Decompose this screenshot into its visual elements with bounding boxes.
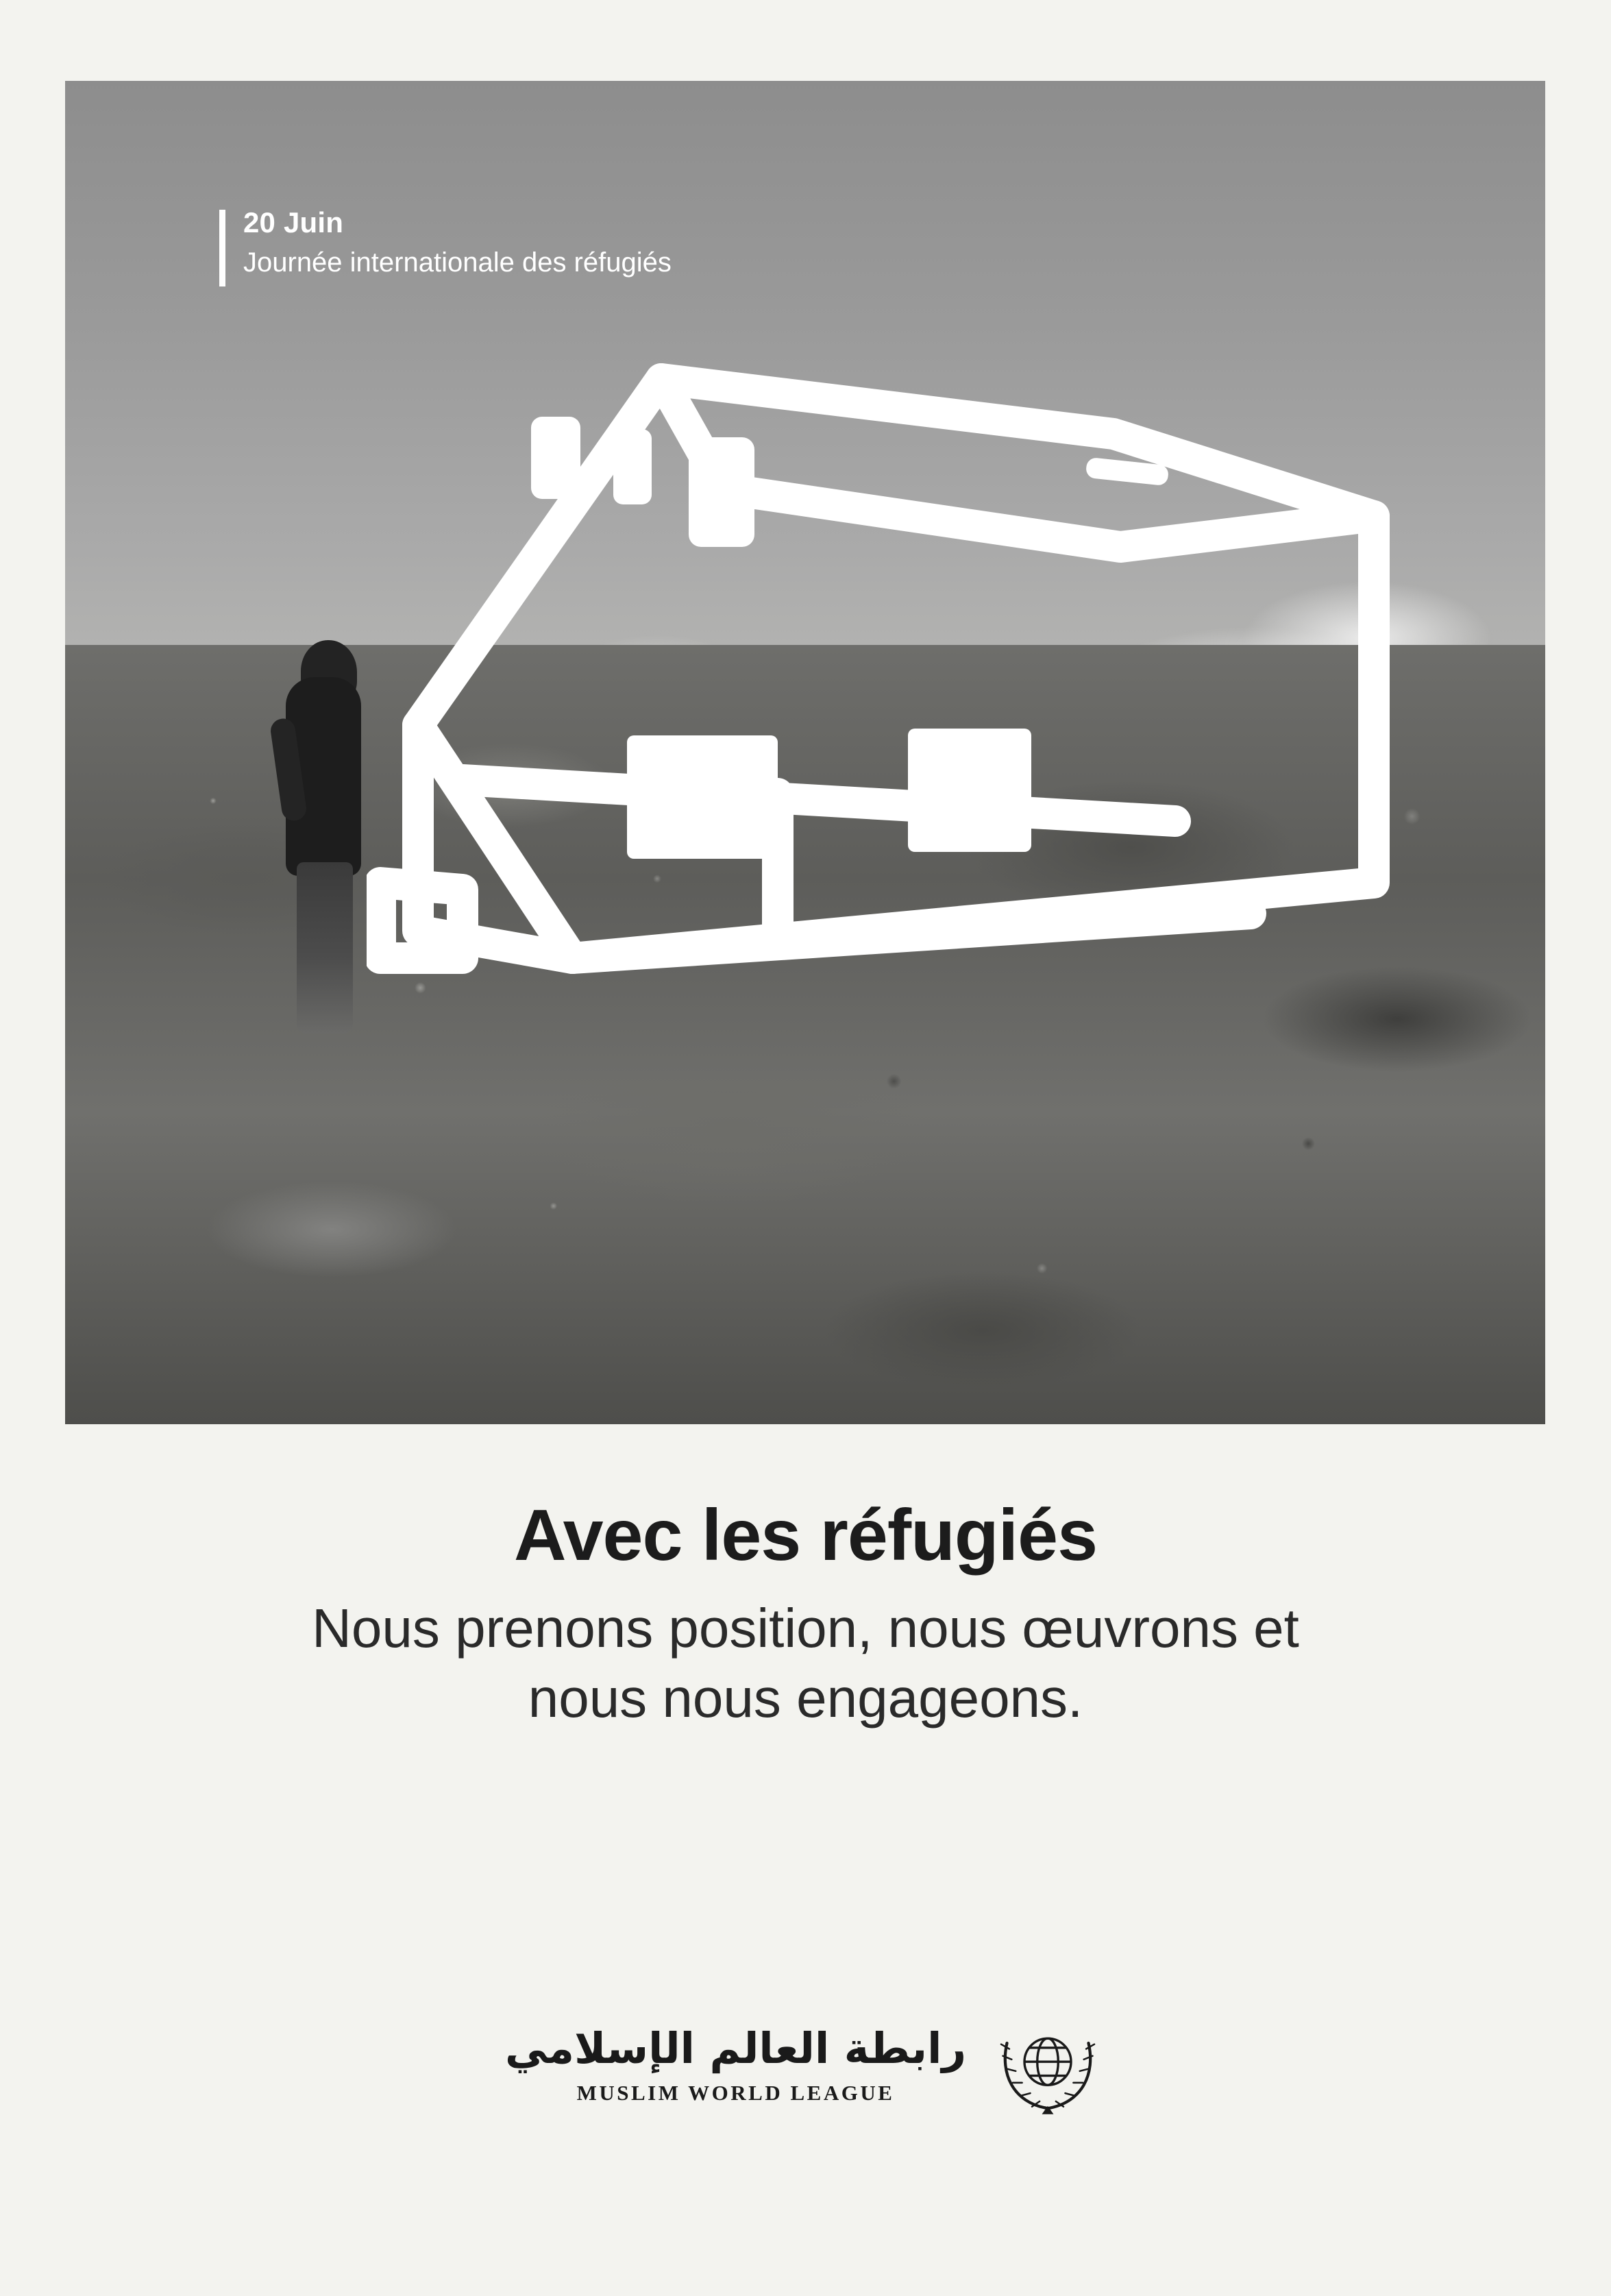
subtitle-line-1: Nous prenons position, nous œuvrons et [312,1598,1299,1659]
person-legs [297,862,353,1034]
accent-rule [219,210,225,286]
subtitle-line-2: nous nous engageons. [528,1668,1083,1729]
person-figure [272,636,375,1075]
logo-lockup [0,2008,1611,2125]
hero-image [65,81,1545,1424]
house-outline-icon [367,341,1436,1143]
logo-wordmark [504,2023,967,2105]
occasion-label: Journée internationale des réfugiés [243,247,672,278]
date-label: 20 Juin [243,206,344,239]
date-badge [219,206,672,286]
globe-wreath-emblem-icon [989,2008,1106,2125]
logo-english-name: MUSLIM WORLD LEAGUE [576,2081,895,2105]
subtitle [0,1593,1611,1734]
logo-arabic-name: رابطة العالم الإسلامي [504,2023,967,2073]
page-title: Avec les réfugiés [513,1495,1098,1576]
date-text-group [243,206,672,280]
